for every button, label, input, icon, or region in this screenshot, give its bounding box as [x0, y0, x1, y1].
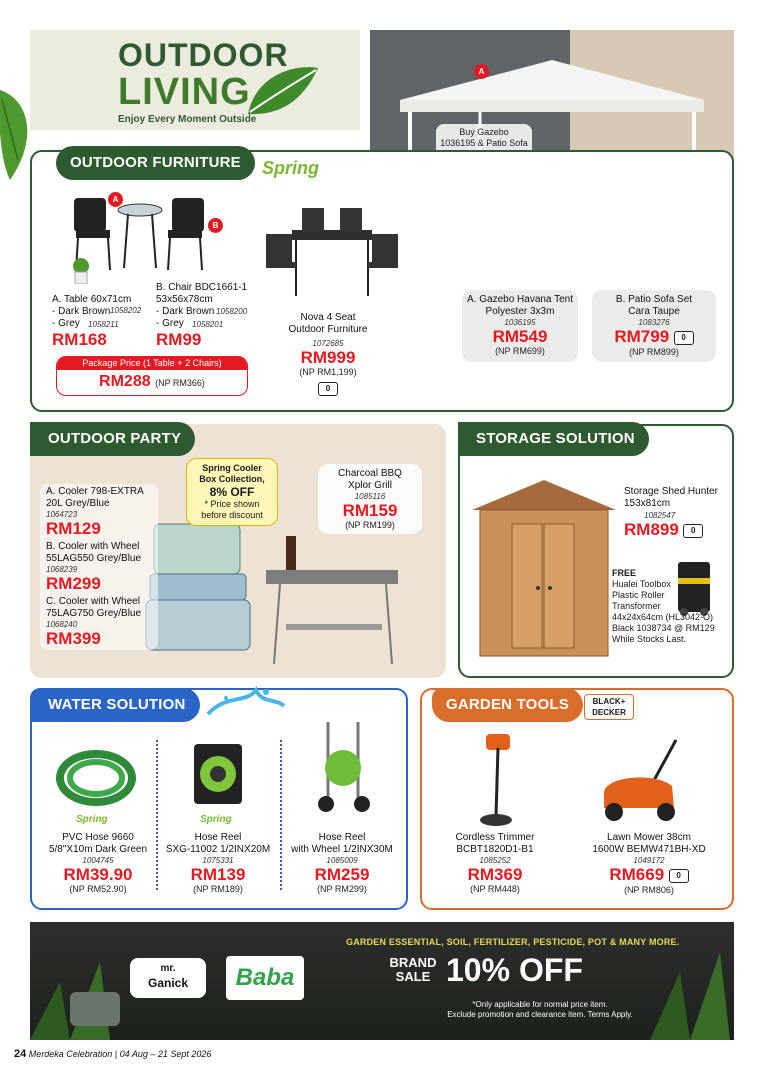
water-divider-1: [156, 740, 158, 890]
bd-line-2: DECKER: [592, 708, 626, 717]
rebate-line-2: 1036195 & Patio Sofa: [440, 138, 528, 148]
shed-code: 1082547: [644, 511, 676, 520]
coolers-text-block: [40, 484, 158, 650]
water-3-desc: Hose Reel with Wheel 1/2INX30M: [291, 832, 393, 855]
garden-item-2: [584, 832, 714, 895]
water-splash-decor: [206, 684, 286, 724]
water-1-price: RM39.90: [63, 865, 133, 884]
free-line-7: While Stocks Last.: [612, 634, 687, 644]
bbq-np: (NP RM199): [345, 520, 395, 530]
table-code-grey: 1058211: [88, 320, 119, 329]
banner-notes: [400, 1000, 680, 1020]
garden-1-np: (NP RM448): [470, 884, 520, 894]
nova-code: 1072685: [312, 339, 344, 348]
cooler-b-price: RM299: [46, 574, 101, 593]
water-1-code: 1004745: [82, 856, 114, 865]
section-header-water: WATER SOLUTION: [30, 688, 200, 722]
mower-plan-icon: 0: [669, 869, 689, 883]
free-line-5: 44x24x64cm (HL3042-O): [612, 612, 714, 622]
hose-image: [56, 748, 136, 808]
free-line-1: FREE: [612, 568, 637, 578]
footer-text: Merdeka Celebration | 04 Aug – 21 Sept 2026: [28, 1049, 212, 1059]
mr-ganick-line-1: mr.: [160, 963, 176, 974]
cooler-a-desc: A. Cooler 798-EXTRA 20L Grey/Blue: [46, 486, 144, 509]
cooler-c-desc: C. Cooler with Wheel 75LAG750 Grey/Blue: [46, 596, 142, 619]
chair-grey: - Grey: [156, 318, 184, 329]
spring-logo: Spring: [262, 158, 319, 178]
leaf-icon: [246, 64, 320, 123]
nova-np: (NP RM1,199): [299, 367, 357, 377]
footer: [14, 1048, 211, 1060]
mr-ganick-logo: [130, 958, 206, 998]
brand-sale-line-2: SALE: [395, 969, 431, 984]
black-decker-logo: [584, 694, 634, 720]
garden-1-price: RM369: [467, 865, 523, 884]
section-header-party: OUTDOOR PARTY: [30, 422, 195, 456]
interest-plan-icon: 0: [318, 382, 338, 396]
promo-line-1: Spring Cooler: [202, 463, 262, 473]
table-grey: - Grey: [52, 318, 80, 329]
gazebo-tag-a: A: [474, 64, 489, 79]
spring-logo-reel: Spring: [200, 814, 232, 825]
chair-tag-b: B: [208, 218, 223, 233]
garden-2-desc: Lawn Mower 38cm 1600W BEMW471BH-XD: [592, 832, 706, 855]
hose-reel-image: [186, 740, 250, 814]
table-desc: A. Table 60x71cm - Dark Brown: [52, 294, 132, 317]
free-line-3: Plastic Roller: [612, 590, 665, 600]
table-price: RM168: [52, 330, 107, 349]
section-header-furniture: OUTDOOR FURNITURE: [56, 146, 255, 180]
promo-line-5: before discount: [201, 510, 263, 520]
cooler-b-code: 1068239: [46, 565, 78, 574]
cooler-a-code: 1064723: [46, 510, 78, 519]
free-line-6: Black 1038734 @ RM129: [612, 623, 715, 633]
garden-item-1: [440, 832, 550, 894]
shed-desc: Storage Shed Hunter 153x81cm: [624, 486, 718, 509]
sofa-price-row: [592, 327, 716, 347]
promo-line-3: 8% OFF: [209, 485, 255, 499]
mr-ganick-line-2: Ganick: [147, 976, 189, 990]
offer-percent: 10% OFF: [446, 952, 583, 988]
chair-desc: B. Chair BDC1661-1 53x56x78cm - Dark Brown: [156, 282, 248, 317]
header-subtitle: Enjoy Every Moment Outside: [118, 114, 257, 125]
nova-desc: Nova 4 Seat Outdoor Furniture: [288, 312, 368, 335]
water-2-np: (NP RM189): [193, 884, 243, 894]
package-np: (NP RM366): [155, 378, 205, 388]
water-2-desc: Hose Reel SXG-11002 1/2INX20M: [165, 832, 271, 855]
banner-headline: GARDEN ESSENTIAL, SOIL, FERTILIZER, PESTICIDE, POT & MANY MORE.: [346, 937, 680, 947]
cooler-c-code: 1068240: [46, 620, 78, 629]
chair-code-grey: 1058201: [192, 320, 224, 329]
shed-plan-icon: 0: [683, 524, 703, 538]
sofa-bubble: [592, 290, 716, 362]
gazebo-bubble: [462, 290, 578, 362]
nova-image: [262, 204, 402, 304]
water-2-code: 1075331: [202, 856, 234, 865]
sofa-plan-icon: 0: [674, 331, 694, 345]
bd-line-1: BLACK+: [592, 697, 626, 706]
gazebo-price: RM549: [492, 327, 548, 346]
brand-sale-label: [384, 956, 442, 984]
lawn-mower-image: [596, 736, 696, 826]
cooler-c-price: RM399: [46, 629, 101, 648]
chair-code-brown: 1058200: [216, 307, 248, 316]
promo-line-4: * Price shown: [204, 499, 260, 509]
section-header-garden: GARDEN TOOLS: [432, 688, 583, 722]
garden-2-np: (NP RM806): [624, 885, 674, 895]
water-1-np: (NP RM52.90): [69, 884, 127, 894]
water-3-code: 1085009: [326, 856, 358, 865]
package-price-row: [57, 370, 247, 395]
water-1-desc: PVC Hose 9660 5/8"X10m Dark Green: [48, 832, 148, 855]
water-3-price: RM259: [314, 865, 370, 884]
shed-price: RM899: [624, 520, 679, 539]
water-3-np: (NP RM299): [317, 884, 367, 894]
garden-1-code: 1085252: [479, 856, 511, 865]
table-chairs-image: [68, 188, 218, 278]
banner-note-2: Exclude promotion and clearance item. Terms Apply.: [447, 1010, 633, 1019]
bbq-code: 1085116: [354, 492, 386, 501]
package-price: RM288: [99, 373, 151, 390]
sofa-desc: B. Patio Sofa Set Cara Taupe: [615, 294, 693, 317]
section-header-storage: STORAGE SOLUTION: [458, 422, 649, 456]
sofa-code: 1083276: [638, 318, 670, 327]
header-title-living: LIVING: [118, 71, 251, 113]
banner-note-1: *Only applicable for normal price item.: [472, 1000, 608, 1009]
sofa-price: RM799: [614, 327, 670, 346]
page-number: 24: [14, 1048, 27, 1060]
gazebo-desc: A. Gazebo Havana Tent Polyester 3x3m: [467, 294, 573, 317]
package-label: Package Price (1 Table + 2 Chairs): [57, 357, 247, 370]
gazebo-np: (NP RM699): [495, 346, 545, 356]
garden-2-code: 1049172: [633, 856, 665, 865]
gazebo-code: 1036195: [504, 318, 536, 327]
nova-price: RM999: [300, 348, 356, 367]
promo-line-2: Box Collection,: [199, 474, 265, 484]
free-line-2: Hualei Toolbox: [612, 579, 671, 589]
table-tag-a: A: [108, 192, 123, 207]
cooler-a-price: RM129: [46, 519, 101, 538]
water-2-price: RM139: [190, 865, 246, 884]
water-item-3: [284, 832, 400, 894]
water-item-2: [162, 832, 274, 894]
chair-price: RM99: [156, 330, 202, 349]
bbq-desc: Charcoal BBQ Xplor Grill: [338, 468, 402, 491]
brand-sale-line-1: BRAND: [389, 955, 437, 970]
garden-1-desc: Cordless Trimmer BCBT1820D1-B1: [455, 832, 535, 855]
bbq-price: RM159: [342, 501, 398, 520]
spring-logo-hose: Spring: [76, 814, 108, 825]
plant-pot: [72, 258, 90, 284]
garden-2-price-row: [584, 865, 714, 885]
baba-logo: Baba: [226, 956, 304, 1000]
bbq-bubble: [318, 464, 422, 534]
water-divider-2: [280, 740, 282, 890]
shed-price-row: [624, 520, 703, 540]
rebate-line-1: Buy Gazebo: [459, 127, 509, 137]
free-line-4: Transformer: [612, 601, 661, 611]
header-title-outdoor: OUTDOOR: [118, 37, 289, 73]
cooler-promo-bubble: [186, 458, 278, 526]
nova-plan-icon: [316, 380, 340, 398]
hose-reel-wheel-image: [308, 718, 378, 814]
table-code-brown: 1058202: [110, 306, 142, 315]
trimmer-image: [456, 730, 536, 830]
free-toolbox-text: [612, 568, 730, 645]
storage-shed-image: [472, 470, 616, 660]
package-box: [56, 356, 248, 396]
water-item-1: [44, 832, 152, 894]
garden-2-price: RM669: [609, 865, 665, 884]
sofa-np: (NP RM899): [629, 347, 679, 357]
cooler-b-desc: B. Cooler with Wheel 55LAG550 Grey/Blue: [46, 541, 142, 564]
